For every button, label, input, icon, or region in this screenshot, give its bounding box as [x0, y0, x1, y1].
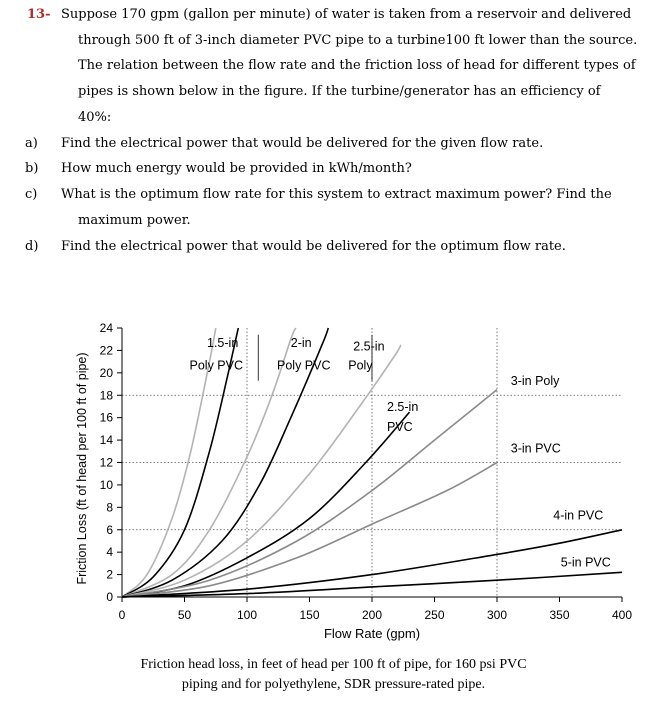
x-tick-label-150: 150	[299, 608, 320, 622]
annotation-7: PVC	[387, 420, 413, 435]
part-d-label: d)	[25, 239, 39, 254]
annotation-9: 3-in PVC	[510, 441, 561, 456]
annotation-1: Poly PVC	[189, 358, 243, 373]
y-tick-label-12: 12	[99, 455, 113, 470]
part-a-label: a)	[25, 136, 38, 151]
part-c-label: c)	[25, 187, 38, 202]
x-tick-label-0: 0	[118, 608, 126, 622]
annotation-5: Poly	[348, 358, 373, 373]
y-tick-label-24: 24	[99, 321, 113, 335]
caption-line-2: piping and for polyethylene, SDR pressure-rated pipe.	[181, 677, 486, 692]
y-tick-label-20: 20	[99, 365, 113, 380]
y-tick-label-14: 14	[99, 433, 113, 448]
annotation-0: 1.5-in	[207, 336, 239, 351]
x-tick-label-400: 400	[611, 608, 633, 622]
part-d-text: Find the electrical power that would be delivered for the optimum flow rate.	[61, 239, 566, 254]
annotation-10: 4-in PVC	[553, 508, 604, 523]
friction-loss-chart	[0, 300, 667, 650]
annotation-3: Poly PVC	[277, 358, 331, 373]
y-tick-label-6: 6	[106, 522, 113, 537]
part-b-text: How much energy would be provided in kWh/month?	[61, 161, 412, 176]
x-axis-label: Flow Rate (gpm)	[323, 626, 421, 641]
caption-line-1: Friction head loss, in feet of head per 100 ft of pipe, for 160 psi PVC	[140, 657, 527, 672]
y-axis-label: Friction Loss (ft of head per 100 ft of pipe)	[75, 352, 89, 585]
y-tick-label-18: 18	[99, 388, 113, 403]
intro-line-5: 40%:	[78, 110, 112, 125]
annotation-8: 3-in Poly	[510, 374, 560, 389]
x-tick-label-200: 200	[361, 608, 383, 622]
part-c-text-1: What is the optimum flow rate for this system to extract maximum power? Find the	[61, 187, 612, 202]
y-tick-label-8: 8	[106, 500, 113, 515]
x-tick-label-50: 50	[177, 608, 192, 622]
annotation-4: 2.5-in	[353, 339, 385, 354]
y-tick-label-10: 10	[99, 477, 113, 492]
y-tick-label-4: 4	[106, 545, 113, 560]
x-tick-label-300: 300	[486, 608, 508, 622]
intro-line-2: through 500 ft of 3-inch diameter PVC pipe to a turbine100 ft lower than the source.	[78, 33, 638, 48]
intro-line-3: The relation between the flow rate and the friction loss of head for different types of	[78, 58, 636, 73]
part-c-text-2: maximum power.	[78, 213, 191, 228]
figure-caption	[0, 655, 667, 695]
y-tick-label-22: 22	[99, 343, 113, 358]
annotation-6: 2.5-in	[387, 399, 419, 414]
part-a-text: Find the electrical power that would be delivered for the given flow rate.	[61, 136, 544, 151]
y-tick-label-2: 2	[106, 567, 113, 582]
intro-line-4: pipes is shown below in the figure. If the turbine/generator has an efficiency of	[78, 84, 601, 99]
annotation-11: 5-in PVC	[560, 555, 611, 570]
annotation-2: 2-in	[290, 336, 312, 351]
x-tick-label-250: 250	[424, 608, 445, 622]
y-tick-label-16: 16	[99, 410, 113, 425]
y-tick-label-0: 0	[106, 590, 113, 604]
problem-number: 13-	[27, 7, 51, 22]
x-tick-label-350: 350	[549, 608, 570, 622]
intro-line-1: Suppose 170 gpm (gallon per minute) of water is taken from a reservoir and delivered	[61, 7, 632, 22]
part-b-label: b)	[25, 161, 39, 176]
x-tick-label-100: 100	[236, 608, 258, 622]
